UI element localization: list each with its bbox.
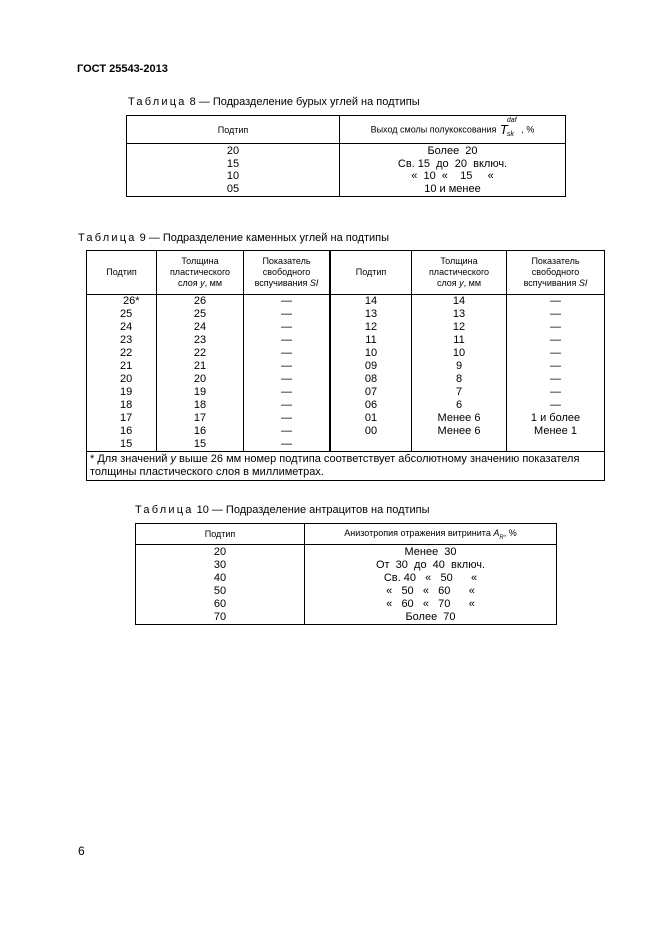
table8-subtype-cell: 10 <box>127 170 340 183</box>
table9-caption <box>78 232 389 244</box>
y-symbol: y <box>200 278 205 288</box>
table9-thickness-cell: 13 <box>412 308 507 321</box>
table9 <box>86 250 605 481</box>
table9-subtype-cell: 00 <box>330 425 412 438</box>
table10-subtype-cell: 70 <box>136 611 305 625</box>
table9-header-subtype-left: Подтип <box>87 251 157 295</box>
table9-index-cell: — <box>244 425 331 438</box>
table9-index-cell: — <box>244 334 331 347</box>
footnote-y-symbol: y <box>170 453 176 465</box>
table-row <box>136 611 557 625</box>
table10-caption <box>135 504 430 516</box>
table8-value-cell: Более 20 <box>340 144 566 158</box>
table9-index-cell: — <box>507 386 605 399</box>
table9-index-cell: — <box>507 334 605 347</box>
footnote-text: выше 26 мм номер подтипа соответствует абсолютному значению показателя толщины пластического слоя в миллиметрах. <box>90 453 580 478</box>
table-row <box>87 360 605 373</box>
table-row <box>87 438 605 452</box>
table8-header-subtype: Подтип <box>127 116 340 144</box>
table8-header-resin-yield <box>340 116 566 144</box>
table9-subtype-cell: 23 <box>87 334 157 347</box>
table9-index-cell: — <box>507 360 605 373</box>
table9-subtype-cell: 09 <box>330 360 412 373</box>
table9-thickness-cell: 18 <box>157 399 244 412</box>
tsk-daf-symbol <box>499 116 519 138</box>
table8-header-resin-yield-label: Выход смолы полукоксования <box>370 123 499 134</box>
table9-thickness-cell: 6 <box>412 399 507 412</box>
page-number: 6 <box>78 844 85 858</box>
thickness-header-line: слоя <box>436 278 460 288</box>
table9-thickness-cell: 7 <box>412 386 507 399</box>
table9-footnote <box>87 452 605 481</box>
table-row <box>127 183 566 197</box>
table9-index-cell: — <box>507 295 605 309</box>
table10-value-cell: « 60 « 70 « <box>305 598 557 611</box>
table8-header-unit: , % <box>518 123 535 134</box>
table9-thickness-cell <box>412 438 507 452</box>
table9-index-cell: — <box>507 373 605 386</box>
table9-index-cell: — <box>507 347 605 360</box>
table8 <box>126 115 566 197</box>
table-row <box>127 170 566 183</box>
index-header-line: свободного <box>531 267 580 277</box>
table8-caption-prefix: Таблица <box>128 96 187 108</box>
table9-subtype-cell: 24 <box>87 321 157 334</box>
table9-thickness-cell: 20 <box>157 373 244 386</box>
table-row <box>87 399 605 412</box>
thickness-header-line: пластического <box>169 267 231 277</box>
table10-subtype-cell: 20 <box>136 545 305 560</box>
table9-index-cell: — <box>244 438 331 452</box>
table9-header-index-left <box>244 251 331 295</box>
table9-subtype-cell: 26* <box>87 295 157 309</box>
table9-subtype-cell: 19 <box>87 386 157 399</box>
table8-subtype-cell: 05 <box>127 183 340 197</box>
thickness-header-line: пластического <box>428 267 490 277</box>
table9-subtype-cell: 21 <box>87 360 157 373</box>
index-header-line: свободного <box>262 267 311 277</box>
table10-caption-prefix: Таблица <box>135 504 194 516</box>
table9-index-cell: — <box>244 412 331 425</box>
table9-subtype-cell: 13 <box>330 308 412 321</box>
index-header-line: Показатель <box>262 256 311 266</box>
table9-index-cell: — <box>507 308 605 321</box>
table9-subtype-cell: 07 <box>330 386 412 399</box>
index-header-line: вспучивания <box>523 278 579 288</box>
table9-subtype-cell: 15 <box>87 438 157 452</box>
table8-value-cell: 10 и менее <box>340 183 566 197</box>
tsk-symbol: T <box>499 121 508 137</box>
table10-header-anisotropy-label: Анизотропия отражения витринита <box>344 527 494 538</box>
table9-subtype-cell: 20 <box>87 373 157 386</box>
table9-thickness-cell: 22 <box>157 347 244 360</box>
table9-thickness-cell: 21 <box>157 360 244 373</box>
table10-subtype-cell: 30 <box>136 559 305 572</box>
ar-symbol: A <box>493 527 500 538</box>
table10-subtype-cell: 60 <box>136 598 305 611</box>
table-row <box>136 585 557 598</box>
table9-subtype-cell <box>330 438 412 452</box>
table9-subtype-cell: 17 <box>87 412 157 425</box>
table9-index-cell: — <box>507 321 605 334</box>
table-row <box>136 559 557 572</box>
thickness-header-unit: , мм <box>204 278 223 288</box>
table10-value-cell: Более 70 <box>305 611 557 625</box>
table9-index-cell: — <box>244 347 331 360</box>
table9-subtype-cell: 16 <box>87 425 157 438</box>
table9-header-thickness-left <box>157 251 244 295</box>
table-row <box>87 425 605 438</box>
table9-subtype-cell: 18 <box>87 399 157 412</box>
table9-thickness-cell: 25 <box>157 308 244 321</box>
table9-subtype-cell: 12 <box>330 321 412 334</box>
table9-index-cell: — <box>244 373 331 386</box>
table10-header-anisotropy <box>305 524 557 545</box>
table9-index-cell: — <box>244 386 331 399</box>
table-row <box>87 321 605 334</box>
table9-index-cell: Менее 1 <box>507 425 605 438</box>
table9-subtype-cell: 06 <box>330 399 412 412</box>
table-row <box>87 412 605 425</box>
table10-value-cell: Менее 30 <box>305 545 557 560</box>
table9-thickness-cell: 26 <box>157 295 244 309</box>
thickness-header-line: Толщина <box>181 256 219 266</box>
tsk-subscript: sk <box>506 130 514 138</box>
table9-subtype-cell: 11 <box>330 334 412 347</box>
table9-subtype-cell: 25 <box>87 308 157 321</box>
table9-thickness-cell: Менее 6 <box>412 425 507 438</box>
table8-value-cell: Св. 15 до 20 включ. <box>340 158 566 171</box>
table-row <box>87 347 605 360</box>
table8-caption-title: 8 — Подразделение бурых углей на подтипы <box>186 96 420 108</box>
table9-thickness-cell: 8 <box>412 373 507 386</box>
thickness-header-line: слоя <box>177 278 201 288</box>
table10 <box>135 523 557 625</box>
table9-header-index-right <box>507 251 605 295</box>
document-id: ГОСТ 25543-2013 <box>77 63 168 75</box>
table8-subtype-cell: 15 <box>127 158 340 171</box>
table-row <box>87 295 605 309</box>
table-row <box>87 334 605 347</box>
table-row <box>136 598 557 611</box>
si-symbol: SI <box>309 278 319 288</box>
si-symbol: SI <box>578 278 588 288</box>
table9-subtype-cell: 10 <box>330 347 412 360</box>
y-symbol: y <box>459 278 464 288</box>
table-row <box>87 386 605 399</box>
table9-thickness-cell: 11 <box>412 334 507 347</box>
table-row <box>127 158 566 171</box>
thickness-header-unit: , мм <box>463 278 482 288</box>
table9-index-cell: — <box>244 308 331 321</box>
table10-value-cell: От 30 до 40 включ. <box>305 559 557 572</box>
table9-thickness-cell: 19 <box>157 386 244 399</box>
table-row <box>136 545 557 560</box>
table9-thickness-cell: 17 <box>157 412 244 425</box>
table9-thickness-cell: Менее 6 <box>412 412 507 425</box>
table8-value-cell: « 10 « 15 « <box>340 170 566 183</box>
table9-index-cell: — <box>244 399 331 412</box>
tsk-superscript: daf <box>506 116 517 124</box>
table10-caption-title: 10 — Подразделение антрацитов на подтипы <box>193 504 430 516</box>
table-row <box>136 572 557 585</box>
table9-subtype-cell: 08 <box>330 373 412 386</box>
table10-subtype-cell: 40 <box>136 572 305 585</box>
table9-subtype-cell: 01 <box>330 412 412 425</box>
table9-index-cell: — <box>244 360 331 373</box>
table8-subtype-cell: 20 <box>127 144 340 158</box>
thickness-header-line: Толщина <box>440 256 478 266</box>
table9-header-subtype-right: Подтип <box>330 251 412 295</box>
table9-index-cell: — <box>244 295 331 309</box>
table9-thickness-cell: 23 <box>157 334 244 347</box>
table9-index-cell: 1 и более <box>507 412 605 425</box>
table9-subtype-cell: 14 <box>330 295 412 309</box>
table9-index-cell: — <box>507 399 605 412</box>
index-header-line: вспучивания <box>254 278 310 288</box>
table8-caption <box>128 96 420 108</box>
table9-caption-title: 9 — Подразделение каменных углей на подтипы <box>136 232 390 244</box>
table10-header-subtype: Подтип <box>136 524 305 545</box>
table9-index-cell <box>507 438 605 452</box>
table9-thickness-cell: 24 <box>157 321 244 334</box>
footnote-text: * Для значений <box>90 453 171 465</box>
table10-header-unit: , % <box>503 527 517 538</box>
table9-thickness-cell: 14 <box>412 295 507 309</box>
table-row <box>87 308 605 321</box>
table9-caption-prefix: Таблица <box>78 232 137 244</box>
table-row <box>87 373 605 386</box>
table10-value-cell: « 50 « 60 « <box>305 585 557 598</box>
index-header-line: Показатель <box>531 256 580 266</box>
table9-index-cell: — <box>244 321 331 334</box>
table-row <box>127 144 566 158</box>
table10-subtype-cell: 50 <box>136 585 305 598</box>
table9-thickness-cell: 9 <box>412 360 507 373</box>
ar-subscript: R <box>499 534 504 541</box>
table9-thickness-cell: 10 <box>412 347 507 360</box>
table9-header-thickness-right <box>412 251 507 295</box>
table9-thickness-cell: 15 <box>157 438 244 452</box>
table10-value-cell: Св. 40 « 50 « <box>305 572 557 585</box>
table9-subtype-cell: 22 <box>87 347 157 360</box>
table9-thickness-cell: 12 <box>412 321 507 334</box>
table9-thickness-cell: 16 <box>157 425 244 438</box>
